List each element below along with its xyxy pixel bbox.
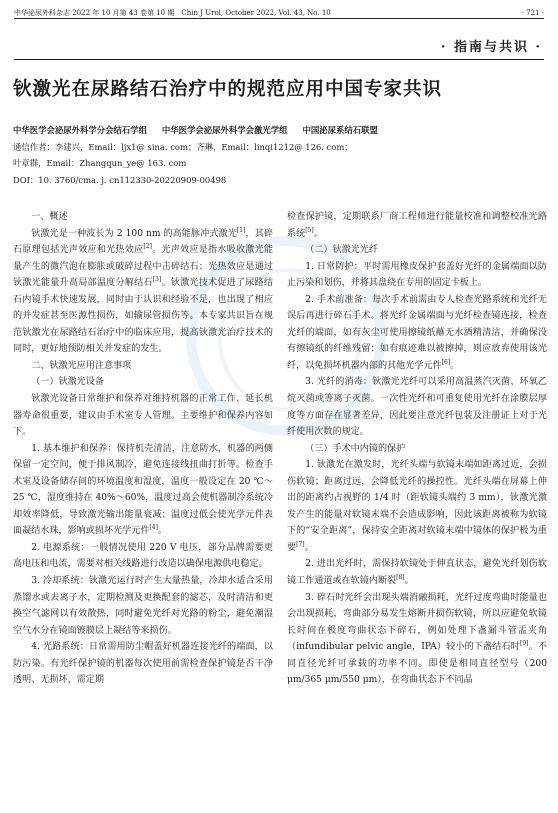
citation: [2] <box>143 243 152 251</box>
author-block <box>13 122 544 188</box>
citation: [5] <box>305 226 314 234</box>
author-org: 中华医学会泌尿外科学分会结石学组 <box>13 125 147 135</box>
subsection-heading: （二）钬激光光纤 <box>305 245 378 256</box>
paragraph: 3. 光纤的消毒：钬激光光纤可以采用高温蒸汽灭菌、环氧乙烷灭菌或等离子灭菌。一次性光纤和可重复使用光纤在涂膜层厚度等方面存在显著差异，因此要注意光纤包装及注册证上对于光纤使用次数的规定。 <box>287 377 547 438</box>
right-column <box>287 209 547 689</box>
section-heading: 一、概述 <box>31 212 68 222</box>
correspondence-line: 叶章群，Email：Zhangqun_ye@ 163. com <box>13 158 187 168</box>
citation: [9] <box>520 640 529 648</box>
left-column <box>13 209 273 689</box>
section-heading: 二、钬激光应用注意事项 <box>31 360 132 371</box>
journal-citation: 中华泌尿外科杂志 2022 年 10 月第 43 卷第 10 期 Chin J Urol, October 2022, Vol. 43, No. 10 <box>14 9 331 17</box>
citation: [4] <box>149 524 158 532</box>
paragraph: 1. 日常防护：平时需用橡皮保护套盖好光纤的金属端面以防止污染和划伤，并将其盘绕在专用的固定卡板上。 <box>287 261 547 289</box>
paragraph: 2. 电源系统：一般情况使用 220 V 电压，部分品牌需要更高电压和电流，需要对相关线路进行改造以确保电源供电稳定。 <box>13 542 273 570</box>
paragraph: 4. 光路系统：日常需用防尘帽盖好机器连接光纤的端面，以防污染。有光纤保护镜的机器每次使用前需检查保护镜是否干净透明、无损坏，需定期 <box>13 642 273 686</box>
citation: [6] <box>441 358 451 366</box>
paragraph: 3. 冷却系统：钬激光运行时产生大量热量，冷却水适合采用蒸馏水或去离子水，定期检测及更换配套的滤芯，及时清洁和更换空气滤网以有效散热，同时避免光纤对光路的粉尘，避免潮湿空气水分在镜面镀膜层上凝结等来损伤。 <box>13 576 273 636</box>
section-tag: · 指南与共识 · <box>440 40 542 55</box>
running-head <box>14 7 544 19</box>
paragraph: 2. 手术前准备：每次手术前需由专人检查光路系统和光纤无误后再进行碎石手术。将光纤金属端面与光纤检查镜连接，检查光纤的端面，如有灰尘可使用擦镜纸蘸无水酒精清洁，并确保没有擦镜纸的纤维残留；如有痕迹难以被擦掉，则应放弃使用该光纤，以免损坏机器内部的其他光学元件[6]。 <box>287 294 547 371</box>
citation: [1] <box>236 226 246 234</box>
paragraph: 钬激光是一种波长为 2 100 nm 的高能脉冲式激光[1]，其碎石原理包括光声效应和光热效应[2]。光声效应是指水吸收激光能量产生的微汽泡在膨胀或破碎过程中击碎结石；光热效应是通过钬激光能量升高局部温度分解结石[3]。钬激光技术促进了尿路结石内镜手术快速发展，同时由于认识和经验不足，也出现了相应的并发症甚至医源性损伤，如输尿管损伤等。本专家共识旨在规范钬激光在尿路结石治疗中的临床应用，提高钬激光治疗技术的同时，更好地预防相关并发症的发生。 <box>13 226 273 355</box>
author-org: 中国泌尿系结石联盟 <box>302 125 378 135</box>
doi: DOI：10. 3760/cma. j. cn112330-20220909-00498 <box>13 174 227 185</box>
paragraph: 1. 钬激光在激发时，光纤头端与软镜末端如距离过近，会损伤软镜；距离过远，会降低光纤的操控性。光纤头端在屏幕上伸出的距离约占视野的 1/4 时（距软镜头端约 3 mm），钬激光激发产生的能量对软镜末端不会造成影响，因此该距离被称为软镜下的“安全距离”，保持安全距离对软镜末端中镜体的保护极为重要[7]。 <box>287 460 547 553</box>
paragraph: 1. 基本维护和保养：保持机壳清洁，注意防水，机器的两侧保留一定空间，便于排风制冷，避免连接线扭曲打折等。检查手术室及设备储存间的环境温度和湿度，温度一般设定在 20 ℃～25 ℃，湿度维持在 40%～60%，温度过高会使机器制冷系统冷却效率降低，导致激光输出能量衰减；温度过低会使光学元件表面凝结水珠，影响或损坏光学元件[4]。 <box>13 443 273 537</box>
citation: [8] <box>396 574 405 581</box>
author-org: 中华医学会泌尿外科学会激光学组 <box>161 125 288 135</box>
paragraph: 钬激光设备日常维护和保养对维持机器的正常工作、延长机器寿命很重要，建议由手术室专人管理。主要维护和保养内容如下。 <box>13 394 273 438</box>
citation: [3] <box>152 276 162 284</box>
subsection-heading: （三）手术中内镜的保护 <box>305 443 406 454</box>
subsection-heading: （一）钬激光设备 <box>31 377 104 388</box>
page-number: · 721 · <box>521 9 544 17</box>
divider <box>14 59 544 60</box>
paragraph: 3. 碎石时光纤会出现头端消融损耗，光纤过度弯曲时能量也会出现损耗，弯曲部分易发生熔断并损伤软镜，所以应避免软镜长时间在极度弯曲状态下碎石，例如处理下盏漏斗管盂夹角（infundibular pelvic angle，IPA）较小的下盏结石时[9]。不同直径光纤可承载的功率不同。即使是相同直径型号（200 μm/365 μm/550 μm），在弯曲状态下不同品 <box>287 592 547 686</box>
correspondence-line: 通信作者：李建兴，Email：ljx1@ sina. com；齐琳，Email：linqi1212@ 126. com； <box>13 141 353 152</box>
citation: [7] <box>296 540 305 548</box>
author-organizations <box>13 122 544 139</box>
paragraph: 检查保护镜，定期联系厂商工程师进行能量校准和调整校准光路系统[5]。 <box>287 212 547 239</box>
article-title: 钬激光在尿路结石治疗中的规范应用中国专家共识 <box>13 79 443 100</box>
paragraph: 2. 进出光纤时，需保持软镜处于伸直状态，避免光纤划伤软镜工作通道或在软镜内断裂[8]。 <box>287 559 547 587</box>
